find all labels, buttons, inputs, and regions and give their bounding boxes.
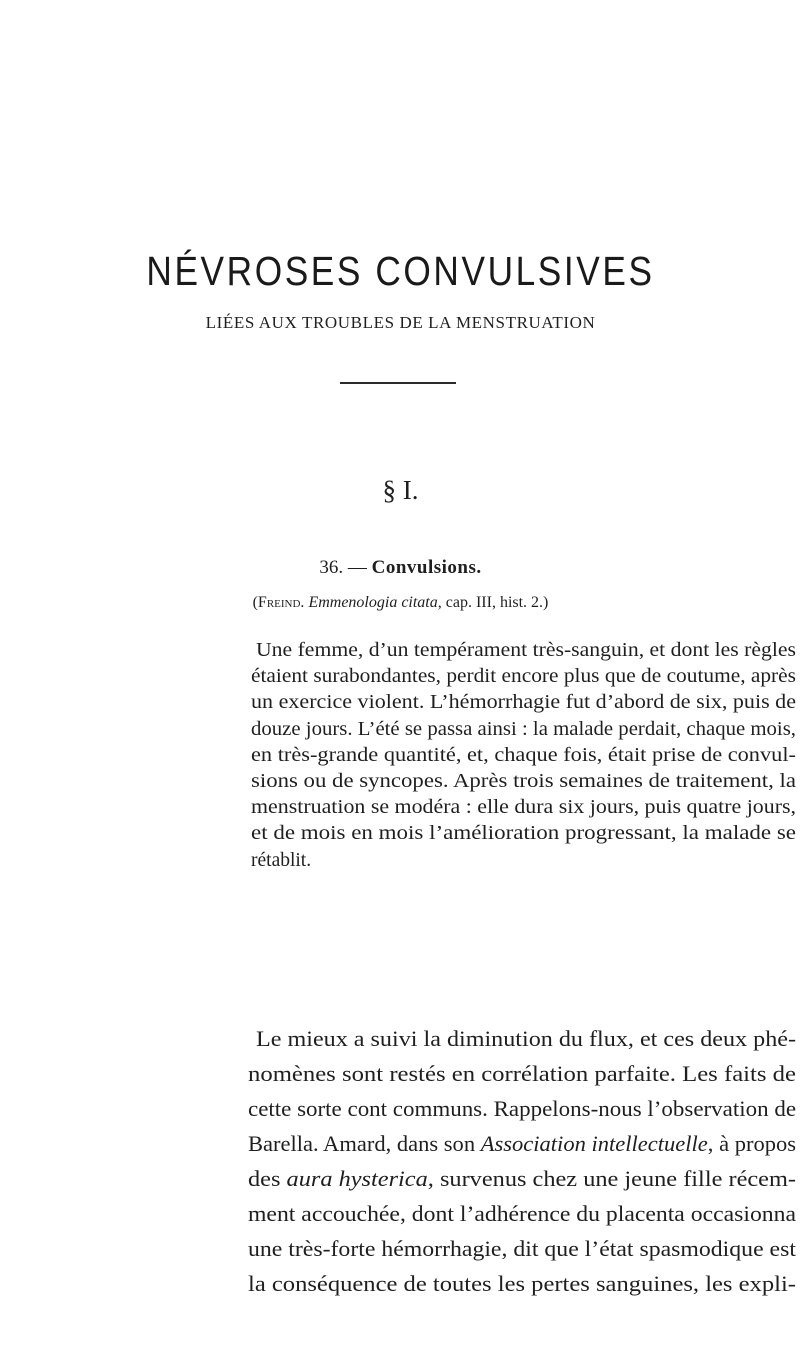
article-name: Convulsions.	[371, 557, 482, 578]
section-heading: § I.	[382, 475, 419, 505]
citation-work: Emmenologia citata,	[308, 594, 442, 611]
chapter-subtitle: LIÉES AUX TROUBLES DE LA MENSTRUATION	[205, 313, 596, 332]
citation-open-paren: (	[252, 594, 258, 611]
article-number: 36.	[319, 557, 344, 578]
paragraph-line: en très-grande quantité, et, chaque fois, était prise de convul-	[251, 744, 797, 766]
article-heading	[0, 558, 801, 577]
citation	[0, 595, 801, 611]
paragraph-line: cette sorte cont communs. Rappelons-nous l’observation de	[248, 1096, 797, 1121]
paragraph-line: menstruation se modéra : elle dura six jours, puis quatre jours,	[251, 797, 797, 819]
paragraph-line: douze jours. L’été se passa ainsi : la malade perdait, chaque mois,	[251, 718, 797, 740]
chapter-title: NÉVROSES CONVULSIVES	[146, 248, 655, 294]
paragraph-line: des aura hysterica, survenus chez une jeune fille récem-	[248, 1166, 797, 1191]
paragraph-line: sions ou de syncopes. Après trois semaines de traitement, la	[251, 770, 796, 792]
paragraph-line: rétablit.	[251, 849, 312, 871]
paragraph-line: Le mieux a suivi la diminution du flux, et ces deux phé-	[256, 1026, 797, 1051]
paragraph-line: et de mois en mois l’amélioration progressant, la malade se	[251, 823, 797, 845]
citation-author: Freind.	[257, 594, 305, 611]
paragraph-line: étaient surabondantes, perdit encore plus que de coutume, après	[251, 666, 796, 688]
paragraph-line: ment accouchée, dont l’adhérence du placenta occasionna	[248, 1201, 797, 1226]
citation-reference: cap. III, hist. 2.)	[445, 594, 549, 611]
paragraph-line: la conséquence de toutes les pertes sanguines, les expli-	[248, 1271, 796, 1296]
paragraph-line: Barella. Amard, dans son Association intellectuelle, à propos	[248, 1131, 797, 1156]
paragraph-line: nomènes sont restés en corrélation parfaite. Les faits de	[248, 1061, 796, 1086]
cited-work-title: Association intellectuelle	[480, 1131, 708, 1156]
case-paragraph	[251, 638, 795, 874]
article-dash: —	[347, 557, 367, 578]
paragraph-line: Une femme, d’un tempérament très-sanguin, et dont les règles	[256, 640, 797, 661]
title-divider	[340, 382, 456, 384]
paragraph-line: un exercice violent. L’hémorrhagie fut d’abord de six, puis de	[251, 692, 797, 714]
latin-term: aura hysterica	[286, 1166, 428, 1191]
paragraph-line: une très-forte hémorrhagie, dit que l’état spasmodique est	[248, 1236, 796, 1261]
commentary-paragraph	[248, 1021, 796, 1301]
